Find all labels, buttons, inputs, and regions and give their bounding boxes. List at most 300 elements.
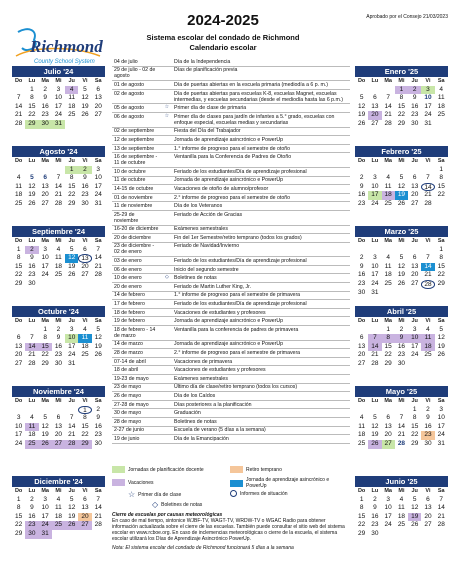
calendar-day (78, 120, 91, 129)
calendar-day: 20 (41, 191, 49, 199)
calendar-day: 4 (426, 325, 430, 333)
calendar-day: 19 (41, 431, 49, 439)
calendar-day: 25 (384, 279, 392, 287)
calendar-day: 23 (94, 431, 102, 439)
calendar-day: 25 (15, 199, 23, 207)
calendar-day: 15 (15, 262, 23, 270)
calendar-day: 8 (43, 334, 47, 342)
event-symbol: ☆ (164, 104, 170, 111)
weekday-header: Ju (411, 398, 418, 404)
event-description: Inicio del segundo semestre (174, 266, 239, 273)
legend-async (230, 477, 348, 489)
event-symbol (162, 202, 172, 210)
event-description: Escuela de verano (5 días a la semana) (174, 427, 266, 434)
weekday-header: Ma (384, 78, 392, 84)
calendar-day: 27 (81, 271, 89, 279)
calendar-day: 12 (41, 422, 49, 430)
calendar-day: 8 (16, 504, 21, 512)
calendar-day: 24 (54, 111, 63, 119)
calendar-day: 22 (81, 431, 89, 439)
event-date: 05 de agosto (114, 105, 144, 112)
calendar-day: 2 (43, 85, 47, 93)
calendar-day: 28 (421, 280, 434, 289)
event-date: 13 de septiembre (114, 145, 155, 152)
calendar-day: 12 (28, 182, 36, 190)
weekday-header: Vi (82, 78, 88, 84)
calendar-day: 7 (368, 334, 381, 343)
event-description: Día de puertas abiertas para escuelas K-8, escuelas Magnet, escuelas intermedias, y escuelas secundarias (desde el mediodía hasta las 6 p.m.) (174, 90, 343, 103)
event-date: 2-27 de junio (114, 427, 144, 434)
calendar-day: 30 (28, 279, 36, 287)
calendar-day: 15 (28, 102, 36, 110)
calendar-day: 19 (68, 262, 76, 270)
event-row (112, 234, 350, 243)
event-description: Ventanilla para la conferencia de padres de primavera (174, 326, 299, 333)
calendar-day: 28 (15, 119, 23, 127)
weekday-header: Ma (384, 318, 392, 324)
calendar-day: 20 (15, 351, 23, 359)
event-symbol (162, 427, 172, 435)
calendar-day: 2 (408, 86, 421, 95)
event-symbol (162, 392, 172, 400)
calendar-day (12, 326, 25, 335)
event-description: Feriado de Navidad/Invierno (174, 243, 240, 250)
calendar-day (52, 166, 65, 175)
calendar-day: 2 (399, 325, 404, 333)
calendar-day: 14 (68, 422, 76, 430)
event-row (112, 153, 350, 168)
event-symbol (162, 243, 172, 257)
event-symbol (162, 418, 172, 426)
event-symbol (162, 177, 172, 185)
calendar-day: 28 (94, 521, 102, 529)
calendar-day: 21 (94, 512, 102, 520)
calendar-day (52, 406, 65, 415)
weekday-header: Lu (28, 78, 36, 84)
calendar-day: 25 (81, 351, 89, 359)
weekday-header: Ju (68, 158, 75, 164)
weekday-header: Vi (425, 398, 431, 404)
calendar-day: 16 (54, 342, 63, 350)
calendar-day (395, 166, 408, 175)
weekday-header: Sa (94, 398, 102, 404)
calendar-day (65, 406, 78, 415)
weekday-header: Vi (82, 158, 88, 164)
month-title: Enero '25 (355, 66, 448, 77)
calendar-day: 12 (358, 102, 366, 110)
calendar-day: 25 (424, 351, 432, 359)
event-description: Vacaciones de otoño de alumno/profesor (174, 185, 269, 192)
calendar-day: 14 (437, 504, 445, 512)
calendar-day: 26 (94, 351, 102, 359)
month-grid (355, 317, 448, 369)
calendar-day: 22 (411, 431, 419, 439)
calendar-day: 19 (437, 342, 445, 350)
calendar-day: 14 (15, 102, 23, 110)
calendar-day: 28 (384, 119, 392, 127)
calendar-day (39, 166, 52, 175)
calendar-day: 3 (56, 85, 61, 93)
calendar-day: 4 (386, 254, 390, 262)
legend-vacation (112, 479, 153, 486)
calendar-day: 26 (368, 440, 381, 449)
calendar-day: 3 (421, 86, 434, 95)
calendar-day (395, 406, 408, 415)
calendar-day: 29 (68, 199, 76, 207)
calendar-day: 28 (28, 359, 36, 367)
weekday-header: Sa (94, 238, 102, 244)
calendar-day: 17 (41, 512, 49, 520)
calendar-day (368, 326, 381, 335)
calendar-day: 11 (421, 334, 434, 343)
calendar-day: 8 (439, 254, 444, 262)
calendar-day: 18 (81, 342, 89, 350)
calendar-day: 31 (52, 120, 65, 129)
calendar-day: 8 (439, 174, 444, 182)
calendar-day (368, 166, 381, 175)
event-row (112, 194, 350, 203)
event-symbol (162, 81, 172, 89)
calendar-day: 24 (371, 199, 379, 207)
calendar-day: 8 (412, 414, 417, 422)
logo-tagline: County School System (34, 59, 95, 65)
calendar-day: 19 (408, 513, 421, 522)
calendar-day: 18 (421, 343, 434, 352)
event-row (112, 90, 350, 105)
calendar-day: 22 (358, 521, 366, 529)
calendar-day: 18 (68, 102, 76, 110)
event-row (112, 341, 350, 350)
calendar-day: 25 (397, 521, 406, 529)
calendar-day: 23 (25, 521, 38, 530)
calendar-day: 11 (358, 422, 365, 430)
calendar-day (25, 326, 38, 335)
calendar-day: 9 (30, 254, 34, 262)
calendar-day: 13 (78, 254, 91, 263)
weekday-header: Sa (437, 238, 445, 244)
weekday-header: Sa (94, 158, 102, 164)
event-symbol (162, 358, 172, 366)
calendar-day: 16 (424, 422, 432, 430)
calendar-day: 22 (68, 191, 76, 199)
calendar-day: 5 (30, 174, 34, 182)
calendar-day: 20 (358, 351, 366, 359)
event-row (112, 317, 350, 326)
calendar-day: 21 (15, 111, 23, 119)
calendar-day (52, 280, 65, 289)
calendar-day: 27 (41, 199, 49, 207)
weekday-header: Ju (411, 488, 418, 494)
calendar-day: 28 (371, 359, 379, 367)
month-title: Abril '25 (355, 306, 448, 317)
event-description: Exámenes semestrales (174, 226, 228, 233)
calendar-day: 20 (78, 513, 91, 522)
legend-async-label: Jornada de aprendizaje asincrónico e PowerUp (246, 477, 330, 489)
calendar-day: 28 (65, 440, 78, 449)
calendar-day: 11 (68, 94, 76, 102)
month-grid (355, 397, 448, 449)
calendar-day: 18 (397, 512, 406, 520)
event-description: Fin del 1er Semestre/retiro temprano (todos los grados) (174, 234, 302, 241)
event-date: 16 de septiembre - 11 de octubre (114, 154, 158, 167)
weekday-header: Lu (28, 158, 36, 164)
event-row (112, 202, 350, 211)
event-description: Día de la Emancipación (174, 435, 229, 442)
calendar-day: 17 (437, 422, 445, 430)
event-row (112, 168, 350, 177)
calendar-day (25, 406, 38, 415)
event-symbol (162, 194, 172, 202)
calendar-day: 25 (384, 199, 392, 207)
calendar-day: 12 (81, 94, 89, 102)
calendar-day: 11 (25, 423, 38, 432)
calendar-day: 31 (437, 439, 445, 447)
calendar-day (12, 86, 25, 95)
weekday-header: Sa (437, 488, 445, 494)
event-description: Feriado de Martin Luther King, Jr. (174, 283, 251, 290)
event-date: 02 de agosto (114, 90, 144, 97)
month-grid (355, 77, 448, 129)
event-description: Día de los Caídos (174, 392, 216, 399)
legend-progress-label: Informes de situación (240, 490, 288, 497)
calendar-day: 3 (43, 245, 47, 253)
calendar-day: 5 (43, 414, 47, 422)
calendar-day: 19 (94, 342, 102, 350)
event-description: Jornada de aprendizaje asincrónico e PowerUp (174, 341, 284, 348)
calendar-day: 19 (371, 431, 379, 439)
calendar-day: 4 (30, 414, 34, 422)
calendar-day: 15 (437, 262, 445, 270)
calendar-day: 18 (54, 512, 63, 520)
calendar-day: 17 (68, 342, 76, 350)
event-row (112, 257, 350, 266)
month-grid (355, 487, 448, 539)
calendar-day: 25 (437, 111, 445, 119)
calendar-day: 8 (399, 94, 404, 102)
calendar-day: 20 (94, 102, 102, 110)
calendar-day: 9 (56, 334, 61, 342)
calendar-day: 21 (68, 431, 76, 439)
calendar-day: 27 (382, 440, 395, 449)
calendar-day: 19 (81, 102, 89, 110)
event-date: 23 de mayo (114, 384, 142, 391)
event-description: 2.° informe de progreso para el semestre de otoño (174, 194, 290, 201)
calendar-day: 13 (15, 342, 23, 350)
calendar-day: 31 (39, 530, 52, 539)
weekday-header: Ju (68, 488, 75, 494)
calendar-day: 24 (15, 439, 23, 447)
calendar-day: 11 (384, 262, 392, 270)
event-symbol (162, 67, 172, 81)
calendar-day: 31 (371, 288, 379, 296)
calendar-day: 29 (437, 279, 445, 287)
calendar-day: 30 (39, 120, 52, 129)
event-row (112, 358, 350, 367)
weekday-header: Do (14, 238, 23, 244)
calendar-day (92, 120, 105, 129)
calendar-day: 7 (56, 174, 61, 182)
calendar-day: 9 (96, 414, 101, 422)
weekday-header: Vi (425, 158, 431, 164)
event-symbol (162, 341, 172, 349)
calendar-day: 18 (358, 431, 366, 439)
calendar-january (355, 66, 448, 129)
event-description: Día de puertas abiertas en la escuela primaria (mediodía a 6 p. m.) (174, 81, 328, 88)
weekday-header: Ju (411, 318, 418, 324)
weekday-header: Vi (425, 78, 431, 84)
calendar-day: 26 (68, 271, 76, 279)
event-symbol (162, 90, 172, 104)
calendar-day: 19 (68, 512, 76, 520)
weekday-header: Sa (437, 398, 445, 404)
event-symbol (162, 234, 172, 242)
calendar-day: 11 (55, 254, 62, 262)
event-description: Boletines de notas (174, 418, 217, 425)
calendar-day: 2 (96, 405, 101, 413)
weekday-header: Sa (437, 158, 445, 164)
calendar-day: 21 (437, 512, 445, 520)
calendar-day: 24 (41, 271, 49, 279)
calendar-day: 17 (54, 102, 63, 110)
weekday-header: Ma (384, 158, 392, 164)
calendar-day (408, 166, 421, 175)
event-symbol: ◇ (165, 274, 169, 281)
calendar-day: 19 (397, 271, 406, 279)
weekday-header: Mi (55, 488, 62, 494)
calendar-day: 8 (359, 504, 364, 512)
calendar-day: 29 (358, 529, 366, 537)
calendar-day: 30 (94, 439, 102, 447)
legend-first-day-label: Primer día de clase (138, 491, 182, 498)
calendar-day: 23 (397, 351, 406, 359)
calendar-day: 9 (426, 414, 430, 422)
calendar-day: 8 (83, 414, 87, 422)
calendar-day: 12 (65, 254, 78, 263)
event-date: 18 de febrero - 14 de marzo (114, 326, 156, 339)
calendar-day: 21 (94, 262, 102, 270)
event-date: 19 de febrero (114, 318, 145, 325)
calendar-day: 26 (28, 199, 36, 207)
event-date: 23 de diciembre - 02 de enero (114, 243, 155, 256)
calendar-day (355, 246, 368, 255)
calendar-day: 4 (56, 495, 61, 503)
weekday-header: Sa (94, 488, 102, 494)
calendar-day (355, 326, 368, 335)
event-description: 1.° informe de progreso para el semestre de otoño (174, 145, 290, 152)
calendar-day: 24 (424, 111, 432, 119)
event-date: 04 de julio (114, 58, 138, 65)
event-description: Último día de clase/retiro temprano (todos los cursos) (174, 384, 298, 391)
event-symbol (162, 292, 172, 300)
calendar-day (65, 280, 78, 289)
calendar-day (368, 86, 381, 95)
calendar-day: 22 (41, 351, 49, 359)
calendar-day: 27 (371, 119, 379, 127)
weekday-header: Ma (384, 398, 392, 404)
calendar-day: 27 (358, 359, 366, 367)
calendar-day: 15 (39, 343, 52, 352)
calendar-day: 21 (424, 191, 432, 199)
event-symbol (162, 375, 172, 383)
calendar-day: 4 (359, 414, 364, 422)
calendar-day: 4 (399, 495, 404, 503)
event-symbol (162, 300, 172, 308)
event-date: 17 de febrero (114, 301, 145, 308)
weekday-header: Ma (384, 488, 392, 494)
calendar-day (421, 289, 434, 298)
event-date: 18 de febrero (114, 309, 145, 316)
calendar-day: 27 (94, 111, 102, 119)
event-date: 11 de octubre (114, 177, 146, 184)
event-row (112, 300, 350, 309)
event-date: 01 de agosto (114, 81, 144, 88)
event-row (112, 177, 350, 186)
calendar-day: 2 (56, 325, 61, 333)
month-grid (12, 317, 105, 369)
event-row (112, 128, 350, 137)
calendar-day: 23 (41, 111, 49, 119)
calendar-day: 15 (411, 422, 419, 430)
calendar-day: 16 (28, 262, 36, 270)
legend-planning-label: Jornadas de planificación docente (128, 466, 204, 473)
logo-wordmark: Richmond (30, 37, 103, 56)
weekday-header: Ju (68, 238, 75, 244)
month-title: Julio '24 (12, 66, 105, 77)
calendar-day: 30 (54, 359, 63, 367)
weekday-header: Mi (55, 238, 62, 244)
calendar-day: 1 (78, 406, 91, 415)
calendar-day (395, 289, 408, 298)
calendar-day: 9 (43, 94, 47, 102)
calendar-day: 10 (371, 262, 379, 270)
calendar-day: 23 (81, 191, 89, 199)
calendar-day: 7 (426, 254, 430, 262)
calendar-day: 24 (437, 431, 445, 439)
calendar-day (355, 86, 368, 95)
weekday-header: Lu (371, 78, 379, 84)
calendar-day: 3 (43, 495, 47, 503)
legend-early (230, 466, 282, 473)
calendar-day: 5 (439, 325, 444, 333)
calendar-july (12, 66, 105, 129)
calendar-day: 23 (358, 199, 366, 207)
planning-swatch (112, 466, 125, 473)
calendar-day: 20 (81, 262, 89, 270)
calendar-day: 13 (371, 102, 379, 110)
calendar-day: 1 (412, 405, 417, 413)
month-title: Marzo '25 (355, 226, 448, 237)
calendar-day: 30 (424, 439, 432, 447)
calendar-day: 3 (373, 254, 377, 262)
event-symbol (162, 309, 172, 317)
calendar-day: 26 (358, 119, 366, 127)
calendar-day: 13 (54, 422, 63, 430)
calendar-day: 16 (358, 271, 366, 279)
calendar-day: 7 (386, 94, 390, 102)
district-title: Sistema escolar del condado de Richmond (146, 33, 300, 42)
weekday-header: Mi (398, 78, 405, 84)
calendar-day (435, 200, 448, 209)
calendar-day (421, 246, 434, 255)
calendar-day: 6 (83, 495, 87, 503)
event-symbol (162, 366, 172, 374)
weekday-header: Vi (82, 398, 88, 404)
month-title: Octubre '24 (12, 306, 105, 317)
event-date: 30 de mayo (114, 410, 142, 417)
calendar-day: 6 (43, 174, 47, 182)
calendar-day: 14 (54, 182, 63, 190)
calendar-day: 7 (69, 414, 74, 422)
